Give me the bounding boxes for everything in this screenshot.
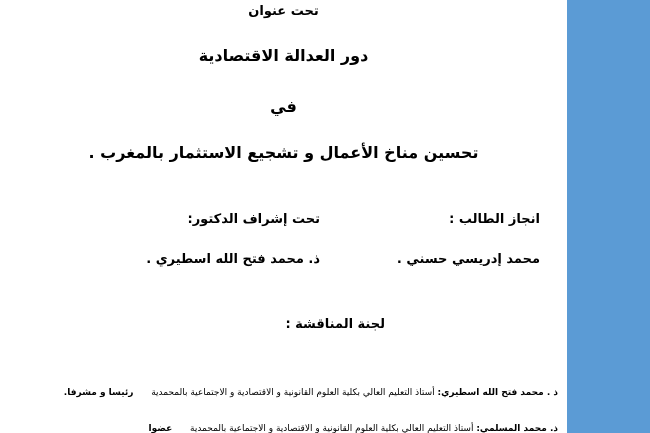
- supervisor-label: تحت إشراف الدكتور:: [187, 212, 320, 227]
- committee-member: [149, 424, 559, 433]
- member-position: أستاذ التعليم العالي بكلية العلوم القانونية و الاقتصادية و الاجتماعية بالمحمدية: [151, 388, 435, 398]
- student-label: انجاز الطالب :: [449, 212, 540, 227]
- member-role: عضوا: [148, 424, 173, 433]
- thesis-main-title: دور العدالة الاقتصادية: [198, 46, 369, 65]
- under-title-label: تحت عنوان: [248, 4, 319, 19]
- committee-member: [64, 388, 558, 398]
- member-name: ذ. محمد المسلمي:: [476, 424, 558, 433]
- supervisor-name: ذ. محمد فتح الله اسطيري .: [146, 252, 320, 267]
- title-connector: في: [270, 97, 297, 116]
- member-position: أستاذ التعليم العالي بكلية العلوم القانونية و الاقتصادية و الاجتماعية بالمحمدية: [190, 424, 474, 433]
- member-role: رئيسا و مشرفا.: [63, 388, 134, 398]
- member-name: ذ . محمد فتح الله اسطيري:: [437, 388, 558, 398]
- thesis-subtitle: تحسين مناخ الأعمال و تشجيع الاستثمار بالمغرب .: [88, 143, 479, 162]
- decorative-side-band: [567, 0, 650, 433]
- student-name: محمد إدريسي حسني .: [396, 252, 540, 267]
- committee-label: لجنة المناقشة :: [285, 317, 385, 332]
